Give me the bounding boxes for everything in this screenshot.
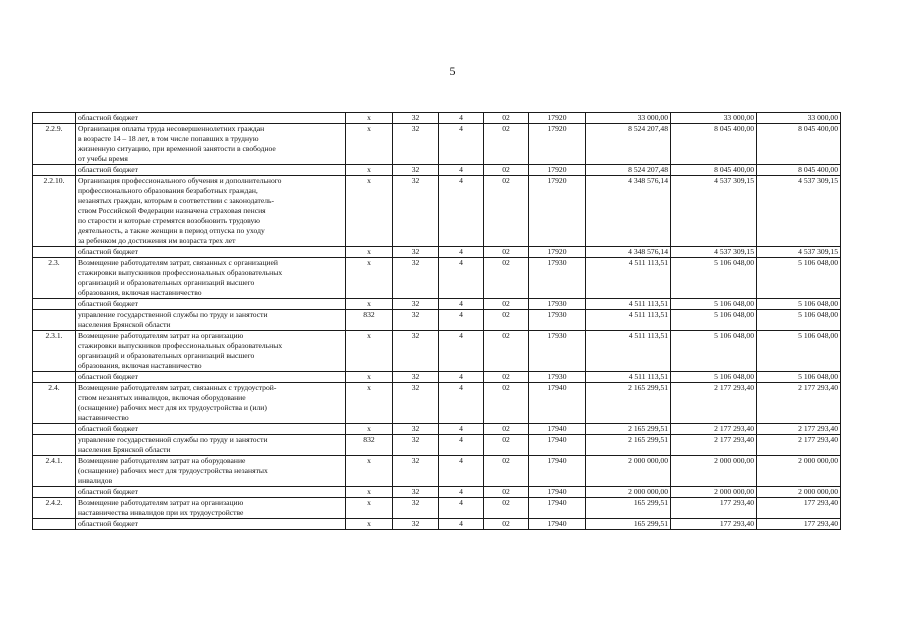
direction-code-cell: 17920	[529, 124, 586, 165]
amount-year2-cell: 2 177 293,40	[671, 424, 757, 435]
subprogram-code-cell: 02	[484, 165, 529, 176]
subprogram-code-cell: 02	[484, 299, 529, 310]
budget-table	[32, 112, 841, 530]
description-line: Организация оплаты труда несовершеннолетних граждан	[78, 124, 265, 133]
amount-year2-cell: 8 045 400,00	[671, 124, 757, 165]
description-line: областной бюджет	[78, 299, 138, 308]
description-line: областной бюджет	[78, 487, 138, 496]
direction-code-cell: 17940	[529, 424, 586, 435]
amount-year3-cell: 5 106 048,00	[757, 372, 841, 383]
subprogram-code-cell: 02	[484, 456, 529, 487]
amount-year2-cell: 33 000,00	[671, 113, 757, 124]
admin-code-cell: х	[346, 331, 393, 372]
item-number-cell: 2.3.1.	[33, 331, 76, 372]
program-code-cell: 4	[439, 124, 484, 165]
amount-year2-cell: 177 293,40	[671, 519, 757, 530]
subprogram-code-cell: 02	[484, 383, 529, 424]
subprogram-code-cell: 02	[484, 372, 529, 383]
table-row	[33, 424, 841, 435]
admin-code-cell: х	[346, 383, 393, 424]
description-line: Возмещение работодателям затрат на организацию	[78, 331, 244, 340]
subprogram-code-cell: 02	[484, 498, 529, 519]
amount-year3-cell: 8 045 400,00	[757, 124, 841, 165]
description-line: Организация профессионального обучения и дополнительного	[78, 176, 282, 185]
subprogram-code-cell: 02	[484, 424, 529, 435]
description-line: наставничества инвалидов при их трудоустройстве	[78, 508, 244, 517]
subprogram-code-cell: 02	[484, 331, 529, 372]
description-line: стажировки выпускников профессиональных образовательных	[78, 341, 283, 350]
admin-code-cell: х	[346, 165, 393, 176]
description-line: Возмещение работодателям затрат на оборудование	[78, 456, 246, 465]
admin-code-cell: х	[346, 519, 393, 530]
admin-code-cell: х	[346, 247, 393, 258]
item-description-cell	[76, 456, 346, 487]
section-code-cell: 32	[393, 113, 439, 124]
amount-year1-cell: 4 511 113,51	[586, 258, 671, 299]
item-description-cell	[76, 331, 346, 372]
amount-year3-cell: 5 106 048,00	[757, 258, 841, 299]
admin-code-cell: х	[346, 456, 393, 487]
amount-year3-cell: 5 106 048,00	[757, 299, 841, 310]
amount-year2-cell: 5 106 048,00	[671, 310, 757, 331]
item-description-cell	[76, 124, 346, 165]
description-line: наставничество	[78, 413, 129, 422]
amount-year2-cell: 2 177 293,40	[671, 383, 757, 424]
admin-code-cell: х	[346, 498, 393, 519]
admin-code-cell: 832	[346, 435, 393, 456]
direction-code-cell: 17940	[529, 383, 586, 424]
amount-year2-cell: 5 106 048,00	[671, 331, 757, 372]
section-code-cell: 32	[393, 124, 439, 165]
program-code-cell: 4	[439, 383, 484, 424]
subprogram-code-cell: 02	[484, 176, 529, 247]
item-description-cell	[76, 519, 346, 530]
direction-code-cell: 17920	[529, 113, 586, 124]
admin-code-cell: х	[346, 176, 393, 247]
section-code-cell: 32	[393, 331, 439, 372]
section-code-cell: 32	[393, 247, 439, 258]
admin-code-cell: х	[346, 124, 393, 165]
amount-year1-cell: 2 165 299,51	[586, 424, 671, 435]
subprogram-code-cell: 02	[484, 435, 529, 456]
amount-year3-cell: 2 177 293,40	[757, 383, 841, 424]
table-row	[33, 176, 841, 247]
table-row	[33, 456, 841, 487]
item-description-cell	[76, 487, 346, 498]
amount-year2-cell: 4 537 309,15	[671, 176, 757, 247]
table-row	[33, 113, 841, 124]
item-description-cell	[76, 258, 346, 299]
direction-code-cell: 17920	[529, 247, 586, 258]
admin-code-cell: х	[346, 372, 393, 383]
item-number-cell: 2.3.	[33, 258, 76, 299]
section-code-cell: 32	[393, 498, 439, 519]
description-line: образования, включая наставничество	[78, 288, 202, 297]
table-row	[33, 383, 841, 424]
page-number: 5	[449, 64, 456, 78]
table-row	[33, 519, 841, 530]
amount-year1-cell: 2 000 000,00	[586, 456, 671, 487]
amount-year2-cell: 2 000 000,00	[671, 487, 757, 498]
amount-year1-cell: 2 000 000,00	[586, 487, 671, 498]
table-row	[33, 498, 841, 519]
description-line: областной бюджет	[78, 247, 138, 256]
admin-code-cell: х	[346, 258, 393, 299]
program-code-cell: 4	[439, 258, 484, 299]
subprogram-code-cell: 02	[484, 258, 529, 299]
table-row	[33, 124, 841, 165]
admin-code-cell: х	[346, 424, 393, 435]
section-code-cell: 32	[393, 456, 439, 487]
item-number-cell	[33, 299, 76, 310]
description-line: Возмещение работодателям затрат на организацию	[78, 498, 244, 507]
description-line: Возмещение работодателям затрат, связанных с организацией	[78, 258, 278, 267]
description-line: областной бюджет	[78, 519, 138, 528]
direction-code-cell: 17930	[529, 331, 586, 372]
description-line: за ребенком до достижения им возраста трех лет	[78, 236, 236, 245]
item-number-cell	[33, 310, 76, 331]
section-code-cell: 32	[393, 310, 439, 331]
item-number-cell: 2.4.	[33, 383, 76, 424]
amount-year1-cell: 4 511 113,51	[586, 331, 671, 372]
item-description-cell	[76, 176, 346, 247]
item-number-cell	[33, 519, 76, 530]
section-code-cell: 32	[393, 519, 439, 530]
amount-year3-cell: 177 293,40	[757, 519, 841, 530]
description-line: (оснащение) рабочих мест для их трудоустройства и (или)	[78, 403, 267, 412]
description-line: ством незанятых инвалидов, включая оборудование	[78, 393, 246, 402]
amount-year2-cell: 2 177 293,40	[671, 435, 757, 456]
description-line: инвалидов	[78, 476, 113, 485]
amount-year3-cell: 2 177 293,40	[757, 424, 841, 435]
program-code-cell: 4	[439, 435, 484, 456]
amount-year2-cell: 5 106 048,00	[671, 258, 757, 299]
item-description-cell	[76, 424, 346, 435]
program-code-cell: 4	[439, 310, 484, 331]
amount-year3-cell: 4 537 309,15	[757, 176, 841, 247]
direction-code-cell: 17930	[529, 372, 586, 383]
item-description-cell	[76, 435, 346, 456]
item-number-cell	[33, 424, 76, 435]
description-line: образования, включая наставничество	[78, 361, 202, 370]
description-line: в возрасте 14 – 18 лет, в том числе попавших в трудную	[78, 134, 259, 143]
amount-year3-cell: 5 106 048,00	[757, 310, 841, 331]
item-number-cell	[33, 435, 76, 456]
amount-year2-cell: 8 045 400,00	[671, 165, 757, 176]
direction-code-cell: 17940	[529, 456, 586, 487]
item-description-cell	[76, 299, 346, 310]
table-row	[33, 435, 841, 456]
description-line: жизненную ситуацию, при временной занятости в свободное	[78, 144, 276, 153]
amount-year2-cell: 5 106 048,00	[671, 372, 757, 383]
amount-year3-cell: 33 000,00	[757, 113, 841, 124]
description-line: управление государственной службы по труду и занятости	[78, 310, 268, 319]
description-line: организаций и образовательных организаций высшего	[78, 351, 255, 360]
direction-code-cell: 17930	[529, 299, 586, 310]
amount-year1-cell: 4 511 113,51	[586, 310, 671, 331]
item-number-cell	[33, 487, 76, 498]
amount-year1-cell: 8 524 207,48	[586, 124, 671, 165]
admin-code-cell: х	[346, 299, 393, 310]
item-number-cell: 2.4.2.	[33, 498, 76, 519]
program-code-cell: 4	[439, 372, 484, 383]
description-line: организаций и образовательных организаций высшего	[78, 278, 255, 287]
item-description-cell	[76, 310, 346, 331]
amount-year2-cell: 4 537 309,15	[671, 247, 757, 258]
item-number-cell: 2.4.1.	[33, 456, 76, 487]
subprogram-code-cell: 02	[484, 519, 529, 530]
item-number-cell	[33, 372, 76, 383]
section-code-cell: 32	[393, 487, 439, 498]
description-line: от учебы время	[78, 154, 128, 163]
amount-year3-cell: 5 106 048,00	[757, 331, 841, 372]
item-number-cell: 2.2.9.	[33, 124, 76, 165]
description-line: населения Брянской области	[78, 445, 171, 454]
amount-year1-cell: 165 299,51	[586, 498, 671, 519]
table-row	[33, 310, 841, 331]
description-line: (оснащение) рабочих мест для трудоустройства незанятых	[78, 466, 268, 475]
item-description-cell	[76, 372, 346, 383]
item-number-cell: 2.2.10.	[33, 176, 76, 247]
item-description-cell	[76, 383, 346, 424]
program-code-cell: 4	[439, 456, 484, 487]
program-code-cell: 4	[439, 299, 484, 310]
table-row	[33, 331, 841, 372]
description-line: областной бюджет	[78, 113, 138, 122]
amount-year1-cell: 33 000,00	[586, 113, 671, 124]
section-code-cell: 32	[393, 435, 439, 456]
table-row	[33, 372, 841, 383]
amount-year3-cell: 2 177 293,40	[757, 435, 841, 456]
program-code-cell: 4	[439, 487, 484, 498]
program-code-cell: 4	[439, 247, 484, 258]
section-code-cell: 32	[393, 176, 439, 247]
amount-year1-cell: 4 348 576,14	[586, 176, 671, 247]
amount-year1-cell: 2 165 299,51	[586, 435, 671, 456]
program-code-cell: 4	[439, 176, 484, 247]
section-code-cell: 32	[393, 424, 439, 435]
direction-code-cell: 17920	[529, 165, 586, 176]
item-description-cell	[76, 498, 346, 519]
description-line: профессионального образования безработных граждан,	[78, 186, 258, 195]
amount-year1-cell: 4 348 576,14	[586, 247, 671, 258]
table-row	[33, 165, 841, 176]
subprogram-code-cell: 02	[484, 247, 529, 258]
subprogram-code-cell: 02	[484, 487, 529, 498]
program-code-cell: 4	[439, 113, 484, 124]
direction-code-cell: 17940	[529, 498, 586, 519]
program-code-cell: 4	[439, 424, 484, 435]
description-line: областной бюджет	[78, 372, 138, 381]
program-code-cell: 4	[439, 331, 484, 372]
direction-code-cell: 17930	[529, 310, 586, 331]
table-body	[33, 113, 841, 530]
section-code-cell: 32	[393, 383, 439, 424]
direction-code-cell: 17940	[529, 519, 586, 530]
program-code-cell: 4	[439, 165, 484, 176]
description-line: Возмещение работодателям затрат, связанных с трудоустрой-	[78, 383, 277, 392]
amount-year1-cell: 2 165 299,51	[586, 383, 671, 424]
table-row	[33, 299, 841, 310]
item-number-cell	[33, 247, 76, 258]
item-description-cell	[76, 113, 346, 124]
description-line: деятельность, а также женщин в период отпуска по уходу	[78, 226, 265, 235]
section-code-cell: 32	[393, 299, 439, 310]
subprogram-code-cell: 02	[484, 310, 529, 331]
program-code-cell: 4	[439, 519, 484, 530]
section-code-cell: 32	[393, 258, 439, 299]
amount-year1-cell: 4 511 113,51	[586, 299, 671, 310]
amount-year1-cell: 8 524 207,48	[586, 165, 671, 176]
section-code-cell: 32	[393, 372, 439, 383]
admin-code-cell: х	[346, 487, 393, 498]
amount-year3-cell: 2 000 000,00	[757, 487, 841, 498]
description-line: управление государственной службы по труду и занятости	[78, 435, 268, 444]
description-line: стажировки выпускников профессиональных образовательных	[78, 268, 283, 277]
description-line: по старости и которые стремятся возобновить трудовую	[78, 216, 260, 225]
description-line: незанятых граждан, которым в соответствии с законодатель-	[78, 196, 274, 205]
direction-code-cell: 17930	[529, 258, 586, 299]
item-description-cell	[76, 247, 346, 258]
description-line: населения Брянской области	[78, 320, 171, 329]
amount-year2-cell: 5 106 048,00	[671, 299, 757, 310]
item-description-cell	[76, 165, 346, 176]
description-line: областной бюджет	[78, 165, 138, 174]
amount-year2-cell: 177 293,40	[671, 498, 757, 519]
direction-code-cell: 17940	[529, 435, 586, 456]
item-number-cell	[33, 165, 76, 176]
amount-year1-cell: 4 511 113,51	[586, 372, 671, 383]
program-code-cell: 4	[439, 498, 484, 519]
admin-code-cell: х	[346, 113, 393, 124]
amount-year3-cell: 4 537 309,15	[757, 247, 841, 258]
amount-year3-cell: 8 045 400,00	[757, 165, 841, 176]
amount-year3-cell: 2 000 000,00	[757, 456, 841, 487]
admin-code-cell: 832	[346, 310, 393, 331]
amount-year3-cell: 177 293,40	[757, 498, 841, 519]
item-number-cell	[33, 113, 76, 124]
description-line: ством Российской Федерации назначена страховая пенсия	[78, 206, 266, 215]
description-line: областной бюджет	[78, 424, 138, 433]
subprogram-code-cell: 02	[484, 113, 529, 124]
amount-year1-cell: 165 299,51	[586, 519, 671, 530]
table-row	[33, 258, 841, 299]
amount-year2-cell: 2 000 000,00	[671, 456, 757, 487]
section-code-cell: 32	[393, 165, 439, 176]
subprogram-code-cell: 02	[484, 124, 529, 165]
table-row	[33, 247, 841, 258]
direction-code-cell: 17920	[529, 176, 586, 247]
table-row	[33, 487, 841, 498]
direction-code-cell: 17940	[529, 487, 586, 498]
